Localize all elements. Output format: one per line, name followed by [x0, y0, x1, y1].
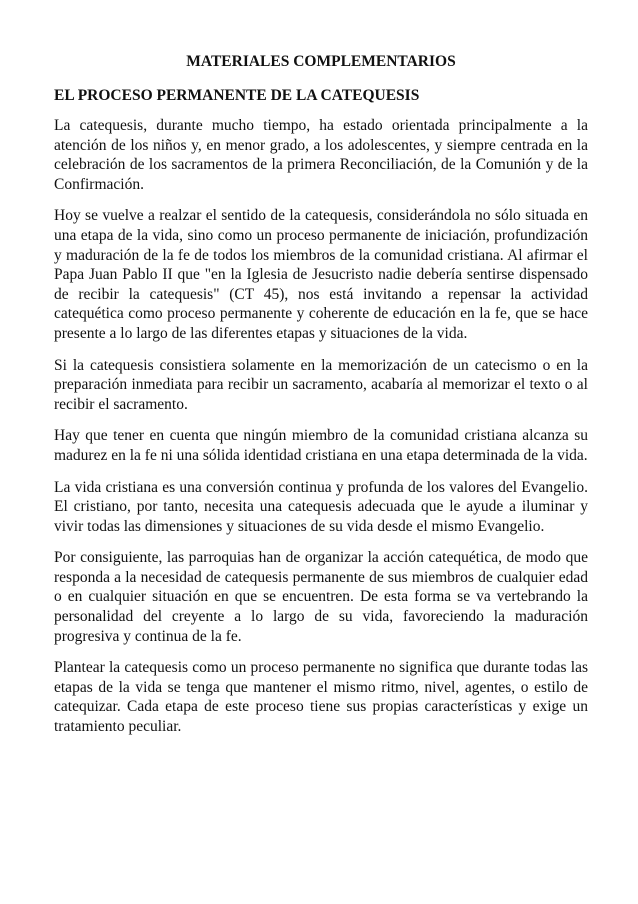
paragraph: Plantear la catequesis como un proceso permanente no significa que durante todas las etapas de la vida se tenga que mantener el mismo ritmo, nivel, agentes, o estilo de catequizar. Cada etapa de este proceso tiene sus propias características y exige un tratamiento peculiar.	[54, 659, 588, 736]
section-title: EL PROCESO PERMANENTE DE LA CATEQUESIS	[54, 87, 420, 104]
paragraph: Por consiguiente, las parroquias han de organizar la acción catequética, de modo que responda a la necesidad de catequesis permanente de sus miembros de cualquier edad o en cualquier situación en que se encuentren. De esta forma se va vertebrando la personalidad del creyente a lo largo de su vida, favoreciendo la maduración progresiva y continua de la fe.	[54, 549, 588, 645]
paragraph: Si la catequesis consistiera solamente en la memorización de un catecismo o en la preparación inmediata para recibir un sacramento, acabaría al memorizar el texto o al recibir el sacramento.	[54, 356, 588, 413]
paragraph: La catequesis, durante mucho tiempo, ha estado orientada principalmente a la atención de los niños y, en menor grado, a los adolescentes, y siempre centrada en la celebración de los sacramentos de la primera Reconciliación, de la Comunión y de la Confirmación.	[54, 117, 588, 193]
paragraph: Hoy se vuelve a realzar el sentido de la catequesis, considerándola no sólo situada en una etapa de la vida, sino como un proceso permanente de iniciación, profundización y maduración de la fe de todos los miembros de la comunidad cristiana. Al afirmar el Papa Juan Pablo II que "en la Iglesia de Jesucristo nadie debería sentirse dispensado de recibir la catequesis" (CT 45), nos está invitando a repensar la actividad catequética como proceso permanente y coherente de educación en la fe, que se hace presente a lo largo de las diferentes etapas y situaciones de la vida.	[54, 207, 588, 342]
paragraph: Hay que tener en cuenta que ningún miembro de la comunidad cristiana alcanza su madurez en la fe ni una sólida identidad cristiana en una etapa determinada de la vida.	[54, 427, 588, 464]
document-page	[54, 52, 588, 737]
paragraph: La vida cristiana es una conversión continua y profunda de los valores del Evangelio. El cristiano, por tanto, necesita una catequesis adecuada que le ayude a iluminar y vivir todas las dimensiones y situaciones de su vida desde el mismo Evangelio.	[54, 478, 588, 535]
document-title: MATERIALES COMPLEMENTARIOS	[186, 53, 456, 70]
